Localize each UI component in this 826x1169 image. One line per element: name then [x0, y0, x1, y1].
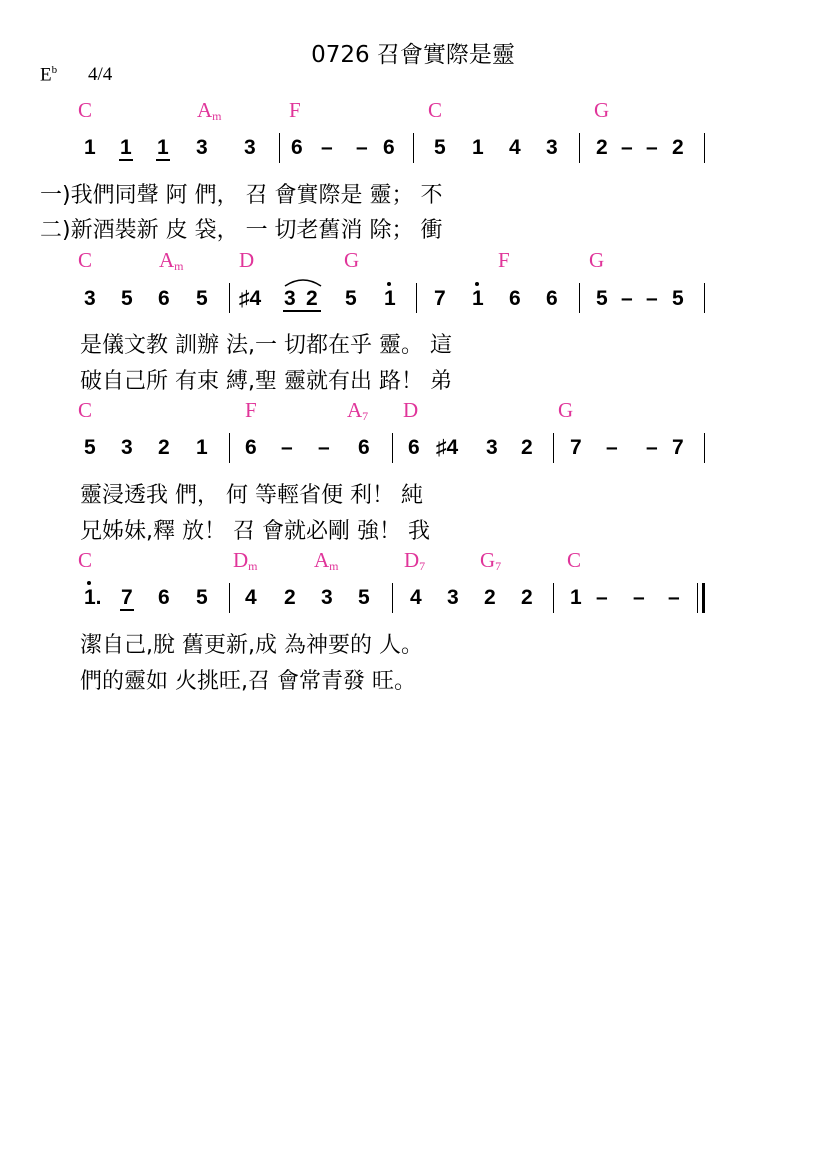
note: 1 [472, 287, 484, 310]
dash: – [281, 436, 293, 459]
note: 5 [196, 287, 208, 310]
chord: $A_m$ [314, 548, 339, 573]
dash: – [646, 136, 658, 159]
lyric-verse-2: 破自己所 有束 縛,聖 靈就有出 路！ 弟 [80, 369, 452, 394]
note: 5 [121, 287, 133, 310]
chord: $A_m$ [159, 248, 184, 273]
dash: – [596, 586, 608, 609]
note: 2 [596, 136, 608, 159]
note: 6 [158, 586, 170, 609]
bar-line [579, 283, 580, 313]
note: 3 [486, 436, 498, 459]
bar-line [279, 133, 280, 163]
note: 1 [84, 136, 96, 159]
note: 7 [121, 586, 133, 609]
chord: C [428, 98, 443, 122]
chord: C [78, 548, 93, 572]
slur-icon [283, 276, 323, 288]
bar-line [553, 583, 554, 613]
chord: $D_7$ [404, 548, 426, 573]
note: ♯4 [436, 436, 459, 459]
note: 3 [196, 136, 208, 159]
chord: $A_7$ [347, 398, 369, 423]
bar-line [704, 133, 705, 163]
bar-line [229, 283, 230, 313]
note: 6 [291, 136, 303, 159]
final-bar-thick [702, 583, 705, 613]
time-signature: 4/4 [88, 64, 113, 85]
chord: G [558, 398, 574, 422]
note: 2 [284, 586, 296, 609]
note: 1 [196, 436, 208, 459]
eighth-underline [120, 609, 134, 611]
note: 7 [570, 436, 582, 459]
key-letter: E [40, 64, 52, 86]
note: 1 [570, 586, 582, 609]
key-signature [40, 64, 57, 86]
note: 5 [596, 287, 608, 310]
bar-line [392, 583, 393, 613]
note: 5 [434, 136, 446, 159]
note: 1. [84, 586, 102, 609]
note: 4 [245, 586, 257, 609]
note: 5 [672, 287, 684, 310]
note: 7 [434, 287, 446, 310]
dash: – [321, 136, 333, 159]
dash: – [621, 287, 633, 310]
chord: C [78, 398, 93, 422]
note: 3 [84, 287, 96, 310]
note: 2 [484, 586, 496, 609]
note: 2 [306, 287, 318, 310]
note: 6 [408, 436, 420, 459]
dash: – [356, 136, 368, 159]
song-title: 0726 召會實際是靈 [311, 42, 515, 68]
dash: – [668, 586, 680, 609]
lyric-verse-1: 潔自己,脫 舊更新,成 為神要的 人。 [80, 633, 423, 658]
chord: D [239, 248, 255, 272]
chord: G [344, 248, 360, 272]
dash: – [646, 436, 658, 459]
lyric-verse-2: 二)新酒裝新 皮 袋， 一 切老舊消 除； 衝 [40, 218, 443, 243]
octave-dot [387, 282, 391, 286]
note: 1 [384, 287, 396, 310]
chord: C [78, 98, 93, 122]
bar-line [413, 133, 414, 163]
chord: D [403, 398, 419, 422]
chord: F [289, 98, 301, 122]
dash: – [646, 287, 658, 310]
bar-line [553, 433, 554, 463]
note: 6 [245, 436, 257, 459]
eighth-underline [119, 159, 133, 161]
lyric-verse-1: 一)我們同聲 阿 們， 召 會實際是 靈； 不 [40, 183, 443, 208]
note: 7 [672, 436, 684, 459]
note: 1 [120, 136, 132, 159]
chord: F [245, 398, 257, 422]
dash: – [633, 586, 645, 609]
lyric-verse-1: 是儀文教 訓辦 法,一 切都在乎 靈。 這 [80, 333, 452, 358]
note: 6 [158, 287, 170, 310]
bar-line [704, 283, 705, 313]
chord: C [78, 248, 93, 272]
note: 3 [321, 586, 333, 609]
bar-line [416, 283, 417, 313]
eighth-underline [156, 159, 170, 161]
dash: – [318, 436, 330, 459]
chord: F [498, 248, 510, 272]
chord: C [567, 548, 582, 572]
note: 3 [244, 136, 256, 159]
final-bar-thin [697, 583, 698, 613]
bar-line [392, 433, 393, 463]
chord: G [589, 248, 605, 272]
note: 2 [521, 436, 533, 459]
note: 6 [546, 287, 558, 310]
note: ♯4 [239, 287, 262, 310]
dash: – [606, 436, 618, 459]
key-accidental: b [51, 64, 58, 76]
dash: – [621, 136, 633, 159]
eighth-underline [283, 310, 321, 312]
note: 5 [196, 586, 208, 609]
lyric-verse-1: 靈浸透我 們， 何 等輕省便 利！ 純 [80, 483, 423, 508]
note: 3 [546, 136, 558, 159]
bar-line [229, 433, 230, 463]
chord: $D_m$ [233, 548, 258, 573]
lyric-verse-2: 們的靈如 火挑旺,召 會常青發 旺。 [80, 669, 416, 694]
chord: $A_m$ [197, 98, 222, 123]
note: 3 [447, 586, 459, 609]
note: 5 [358, 586, 370, 609]
lyric-verse-2: 兄姊妹,釋 放！ 召 會就必剛 強！ 我 [80, 519, 430, 544]
note: 2 [521, 586, 533, 609]
bar-line [579, 133, 580, 163]
note: 6 [509, 287, 521, 310]
note: 2 [672, 136, 684, 159]
note: 6 [383, 136, 395, 159]
note: 3 [284, 287, 296, 310]
octave-dot [87, 581, 91, 585]
note: 4 [410, 586, 422, 609]
chord: G [594, 98, 610, 122]
bar-line [229, 583, 230, 613]
note: 3 [121, 436, 133, 459]
note: 4 [509, 136, 521, 159]
chord: $G_7$ [480, 548, 502, 573]
octave-dot [475, 282, 479, 286]
note: 5 [84, 436, 96, 459]
note: 2 [158, 436, 170, 459]
note: 1 [157, 136, 169, 159]
note: 6 [358, 436, 370, 459]
bar-line [704, 433, 705, 463]
note: 5 [345, 287, 357, 310]
note: 1 [472, 136, 484, 159]
